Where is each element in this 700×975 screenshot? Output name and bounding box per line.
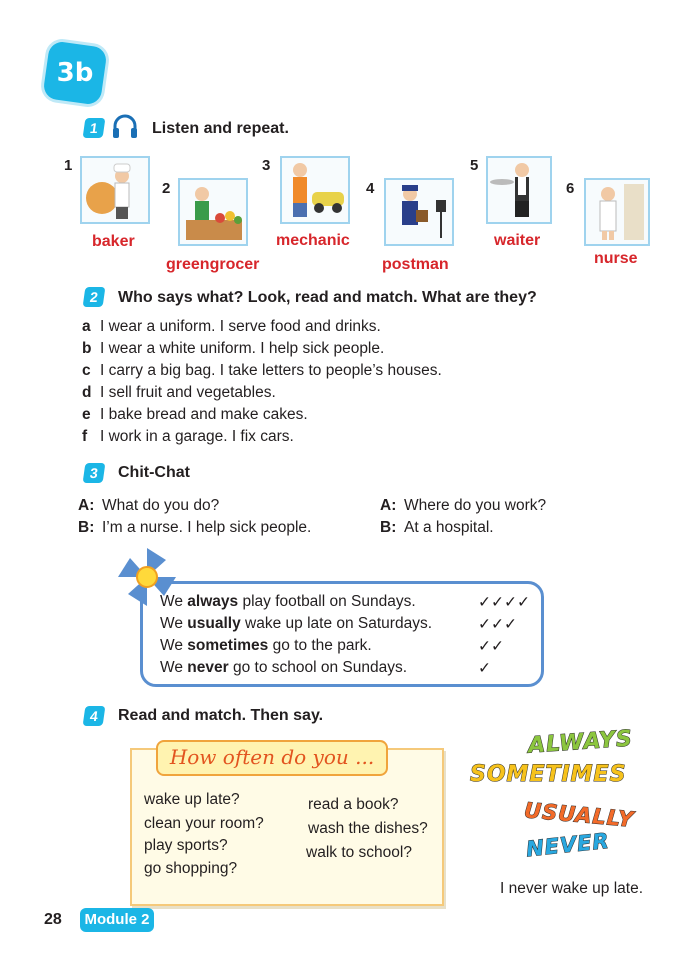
question-text: How often do you ... [169, 745, 375, 769]
dialogue-right [380, 497, 546, 541]
activity-item: walk to school? [306, 844, 412, 861]
exercise-3-title: Chit-Chat [118, 464, 190, 481]
headphones-icon[interactable] [110, 112, 140, 142]
dialogue-line: B: I’m a nurse. I help sick people. [78, 519, 312, 536]
mechanic-picture [280, 156, 350, 224]
statement-list [82, 318, 442, 450]
dialogue-line: A: Where do you work? [380, 497, 547, 514]
exercise-2-title: Who says what? Look, read and match. What are they? [118, 289, 537, 306]
frequency-row: We usually wake up late on Saturdays. ✓✓✓ [160, 615, 517, 633]
activity-item: go shopping? [144, 860, 238, 877]
list-item: d I sell fruit and vegetables. [82, 384, 276, 401]
nurse-picture [584, 178, 650, 246]
list-item: a I wear a uniform. I serve food and drinks. [82, 318, 381, 335]
waiter-picture [486, 156, 552, 224]
activity-item: read a book? [308, 796, 399, 813]
postman-picture [384, 178, 454, 246]
job-label-nurse: nurse [594, 250, 638, 267]
list-item: e I bake bread and make cakes. [82, 406, 308, 423]
activity-item: play sports? [144, 837, 228, 854]
list-item: b I wear a white uniform. I help sick people. [82, 340, 385, 357]
frequency-row: We always play football on Sundays. ✓✓✓✓ [160, 593, 530, 611]
activity-item: wash the dishes? [308, 820, 428, 837]
job-number: 4 [366, 180, 375, 197]
baker-picture [80, 156, 150, 224]
page-number: 28 [44, 911, 62, 928]
job-label-greengrocer: greengrocer [166, 256, 260, 273]
exercise-2-number: 2 [83, 287, 106, 307]
dialogue-line: A: What do you do? [78, 497, 220, 514]
frequency-row: We sometimes go to the park. ✓✓ [160, 637, 504, 655]
list-item: f I work in a garage. I fix cars. [82, 428, 294, 445]
activity-item: clean your room? [144, 815, 264, 832]
exercise-1-number: 1 [83, 118, 106, 138]
exercise-4-title: Read and match. Then say. [118, 707, 324, 724]
exercise-3-number: 3 [83, 463, 106, 483]
word-always: ALWAYS [527, 726, 634, 759]
job-label-waiter: waiter [494, 232, 541, 249]
dialogue-left [78, 497, 311, 541]
module-tag: Module 2 [80, 908, 154, 932]
job-number: 3 [262, 157, 271, 174]
word-usually: USUALLY [523, 798, 636, 832]
word-never: NEVER [524, 828, 611, 862]
word-sometimes: SOMETIMES [470, 762, 627, 787]
unit-badge: 3b [56, 58, 94, 88]
job-number: 2 [162, 180, 171, 197]
example-sentence: I never wake up late. [500, 880, 644, 897]
job-label-postman: postman [382, 256, 449, 273]
job-label-baker: baker [92, 233, 135, 250]
job-number: 1 [64, 157, 73, 174]
exercise-4-number: 4 [83, 706, 106, 726]
list-item: c I carry a big bag. I take letters to people’s houses. [82, 362, 442, 379]
job-label-mechanic: mechanic [276, 232, 350, 249]
greengrocer-picture [178, 178, 248, 246]
frequency-row: We never go to school on Sundays. ✓ [160, 659, 491, 677]
activity-item: wake up late? [144, 791, 240, 808]
exercise-1-title: Listen and repeat. [152, 120, 289, 137]
job-number: 6 [566, 180, 575, 197]
job-number: 5 [470, 157, 479, 174]
frequency-list [160, 593, 530, 681]
dialogue-line: B: At a hospital. [380, 519, 494, 536]
